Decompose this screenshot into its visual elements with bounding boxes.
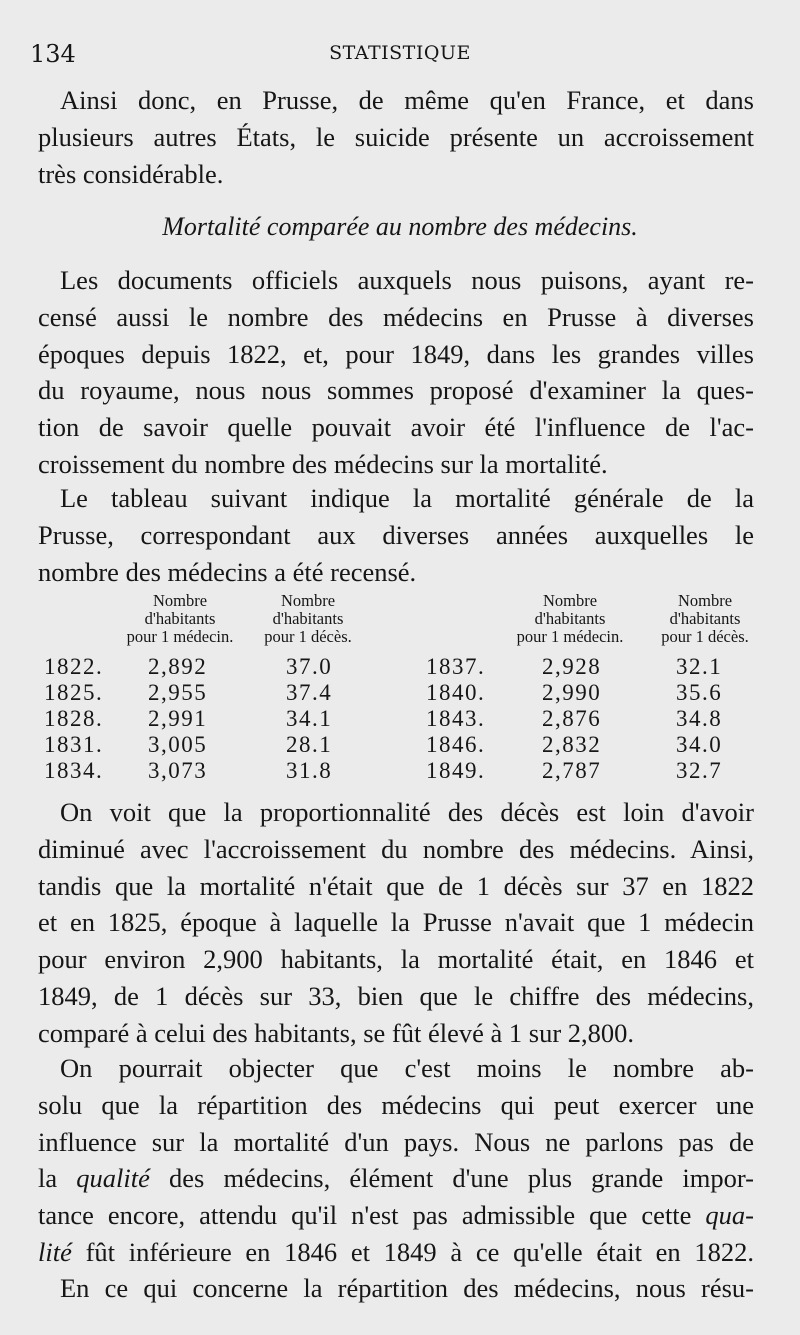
table-cell-medecins: 3,005	[148, 732, 208, 757]
text-line: Prusse, correspondant aux diverses années auxquelles le	[38, 519, 754, 550]
table-cell-year: 1846.	[426, 732, 486, 757]
table-cell-medecins: 2,928	[542, 654, 602, 679]
italic-word: lité	[38, 1236, 72, 1267]
italic-word: qua-	[705, 1200, 754, 1231]
text-run: fût inférieure en 1846 et 1849 à ce qu'elle était en 1822.	[71, 1236, 754, 1267]
table-cell-medecins: 2,876	[542, 706, 602, 731]
text-line: très considérable.	[38, 158, 224, 189]
table-header	[500, 592, 640, 646]
table-cell-medecins: 2,832	[542, 732, 602, 757]
table-header	[248, 592, 368, 646]
text-line: Ainsi donc, en Prusse, de même qu'en France, et dans	[60, 85, 754, 115]
text-line: On pourrait objecter que c'est moins le nombre ab-	[60, 1053, 754, 1083]
text-run: la	[38, 1163, 77, 1194]
table-cell-year: 1837.	[426, 654, 486, 679]
text-run: des médecins, élément d'une plus grande impor-	[149, 1163, 754, 1194]
table-cell-medecins: 2,787	[542, 758, 602, 783]
paragraph-3	[38, 794, 754, 1052]
text-line	[38, 1160, 754, 1197]
text-line: tandis que la mortalité n'était que de 1 décès sur 37 en 1822	[38, 870, 754, 901]
italic-word: qualité	[76, 1163, 150, 1194]
text-line: époques depuis 1822, et, pour 1849, dans les grandes villes	[38, 338, 754, 369]
paragraph-5	[38, 1270, 754, 1307]
text-line: influence sur la mortalité d'un pays. Nous ne parlons pas de	[38, 1126, 754, 1157]
table-cell-deces: 34.0	[676, 732, 723, 757]
table-cell-deces: 32.7	[676, 758, 723, 783]
text-line: tion de savoir quelle pouvait avoir été l'influence de l'ac-	[38, 412, 754, 443]
table-cell-year: 1840.	[426, 680, 486, 705]
table-cell-medecins: 2,955	[148, 680, 208, 705]
paragraph-2	[38, 480, 754, 590]
text-line: nombre des médecins a été recensé.	[38, 556, 417, 587]
table-cell-medecins: 2,990	[542, 680, 602, 705]
header-text: Nombre d'habitants pour 1 médecin.	[126, 591, 234, 646]
text-line: plusieurs autres États, le suicide présente un accroissement	[38, 121, 754, 152]
header-text: Nombre d'habitants pour 1 décès.	[264, 591, 352, 646]
text-line: En ce qui concerne la répartition des médecins, nous résu-	[60, 1273, 754, 1303]
table-cell-year: 1825.	[44, 680, 104, 705]
table-cell-year: 1828.	[44, 706, 104, 731]
header-text: Nombre d'habitants pour 1 médecin.	[516, 591, 624, 646]
text-line: croissement du nombre des médecins sur la mortalité.	[38, 448, 608, 479]
table-cell-year: 1843.	[426, 706, 486, 731]
table-header	[110, 592, 250, 646]
table-cell-deces: 37.0	[286, 654, 333, 679]
text-line: du royaume, nous nous sommes proposé d'examiner la ques-	[38, 375, 754, 406]
text-line: On voit que la proportionnalité des décès est loin d'avoir	[60, 797, 754, 827]
text-line: solu que la répartition des médecins qui peut exercer une	[38, 1089, 754, 1120]
text-line: et en 1825, époque à laquelle la Prusse n'avait que 1 médecin	[38, 907, 754, 938]
text-line: 1849, de 1 décès sur 33, bien que le chiffre des médecins,	[38, 980, 754, 1011]
table-cell-medecins: 2,892	[148, 654, 208, 679]
table-cell-year: 1831.	[44, 732, 104, 757]
text-line: diminué avec l'accroissement du nombre des médecins. Ainsi,	[38, 833, 754, 864]
table-cell-year: 1834.	[44, 758, 104, 783]
table-cell-medecins: 3,073	[148, 758, 208, 783]
running-head: STATISTIQUE	[329, 42, 471, 64]
text-line	[38, 1234, 754, 1271]
text-run: tance encore, attendu qu'il n'est pas admissible que cette	[38, 1200, 706, 1231]
header-text: Nombre d'habitants pour 1 décès.	[661, 591, 749, 646]
page-number: 134	[30, 40, 76, 68]
text-line: censé aussi le nombre des médecins en Prusse à diverses	[38, 301, 754, 332]
table-cell-deces: 34.8	[676, 706, 723, 731]
text-line: Le tableau suivant indique la mortalité générale de la	[60, 483, 754, 513]
table-cell-deces: 35.6	[676, 680, 723, 705]
section-title: Mortalité comparée au nombre des médecins.	[162, 212, 638, 241]
text-line: Les documents officiels auxquels nous puisons, ayant re-	[60, 265, 754, 295]
intro-paragraph	[38, 82, 754, 192]
table-cell-deces: 32.1	[676, 654, 723, 679]
text-line	[38, 1197, 754, 1234]
table-cell-deces: 31.8	[286, 758, 333, 783]
text-line: pour environ 2,900 habitants, la mortalité était, en 1846 et	[38, 944, 754, 975]
paragraph-4	[38, 1050, 754, 1271]
table-cell-year: 1822.	[44, 654, 104, 679]
table-cell-medecins: 2,991	[148, 706, 208, 731]
table-header	[642, 592, 768, 646]
table-cell-year: 1849.	[426, 758, 486, 783]
paragraph-1	[38, 262, 754, 483]
table-cell-deces: 34.1	[286, 706, 333, 731]
text-line: comparé à celui des habitants, se fût élevé à 1 sur 2,800.	[38, 1017, 635, 1048]
table-cell-deces: 28.1	[286, 732, 333, 757]
table-cell-deces: 37.4	[286, 680, 333, 705]
